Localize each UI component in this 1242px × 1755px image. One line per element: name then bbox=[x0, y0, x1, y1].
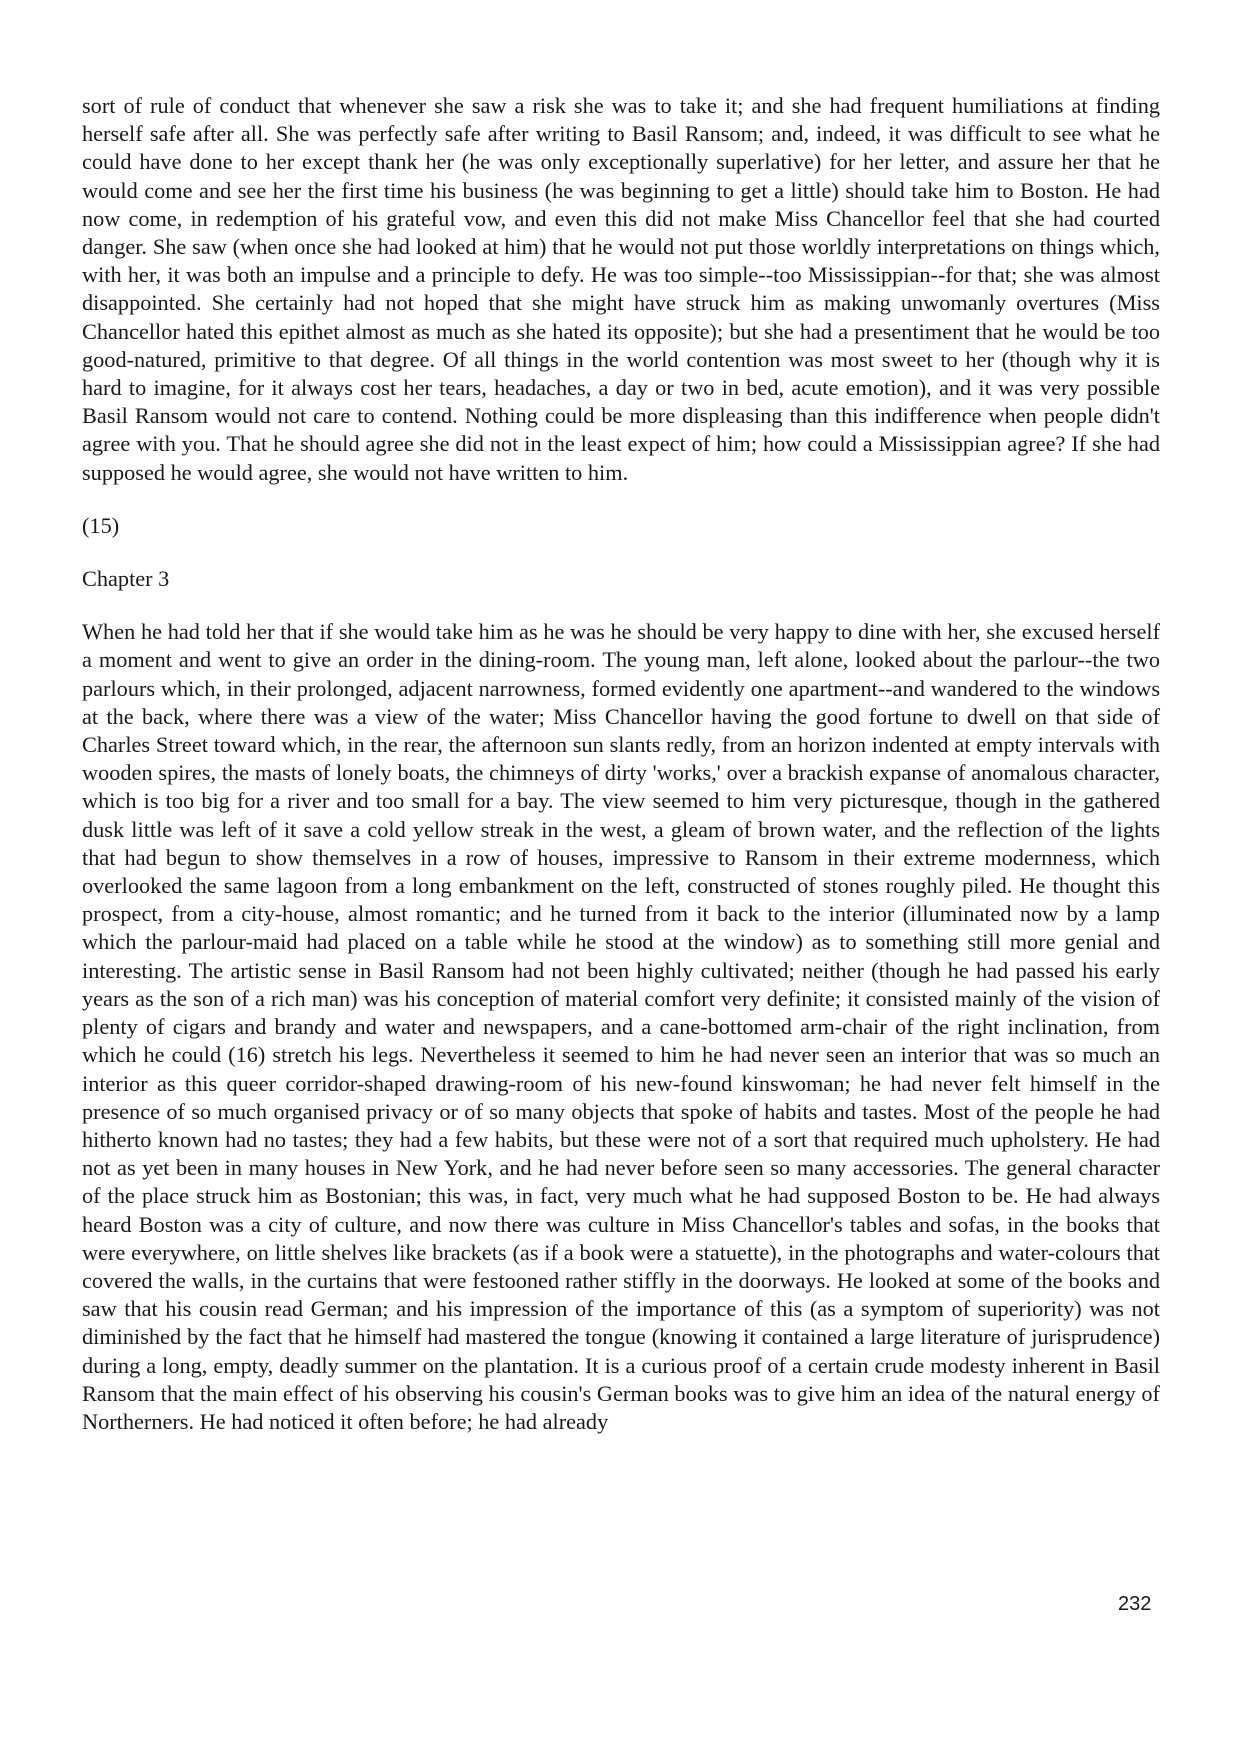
paragraph-continuation: sort of rule of conduct that whenever she saw a risk she was to take it; and she had frequent humiliations at finding herself safe after all. She was perfectly safe after writing to Basil Ransom; and, indeed, it was difficult to see what he could have done to her except thank her (he was only exceptionally superlative) for her letter, and assure her that he would come and see her the first time his business (he was beginning to get a little) should take him to Boston. He had now come, in redemption of his grateful vow, and even this did not make Miss Chancellor feel that she had courted danger. She saw (when once she had looked at him) that he would not put those worldly interpretations on things which, with her, it was both an impulse and a principle to defy. He was too simple--too Mississippian--for that; she was almost disappointed. She certainly had not hoped that she might have struck him as making unwomanly overtures (Miss Chancellor hated this epithet almost as much as she hated its opposite); but she had a presentiment that he would be too good-natured, primitive to that degree. Of all things in the world contention was most sweet to her (though why it is hard to imagine, for it always cost her tears, headaches, a day or two in bed, acute emotion), and it was very possible Basil Ransom would not care to contend. Nothing could be more displeasing than this indifference when people didn't agree with you. That he should agree she did not in the least expect of him; how could a Mississippian agree? If she had supposed he would agree, she would not have written to him. bbox=[82, 93, 1160, 485]
paragraph-chapter-body: When he had told her that if she would take him as he was he should be very happy to dine with her, she excused herself a moment and went to give an order in the dining-room. The young man, left alone, looked about the parlour--the two parlours which, in their prolonged, adjacent narrowness, formed evidently one apartment--and wandered to the windows at the back, where there was a view of the water; Miss Chancellor having the good fortune to dwell on that side of Charles Street toward which, in the rear, the afternoon sun slants redly, from an horizon indented at empty intervals with wooden spires, the masts of lonely boats, the chimneys of dirty 'works,' over a brackish expanse of anomalous character, which is too big for a river and too small for a bay. The view seemed to him very picturesque, though in the gathered dusk little was left of it save a cold yellow streak in the west, a gleam of brown water, and the reflection of the lights that had begun to show themselves in a row of houses, impressive to Ransom in their extreme modernness, which overlooked the same lagoon from a long embankment on the left, constructed of stones roughly piled. He thought this prospect, from a city-house, almost romantic; and he turned from it back to the interior (illuminated now by a lamp which the parlour-maid had placed on a table while he stood at the window) as to something still more genial and interesting. The artistic sense in Basil Ransom had not been highly cultivated; neither (though he had passed his early years as the son of a rich man) was his conception of material comfort very definite; it consisted mainly of the vision of plenty of cigars and brandy and water and newspapers, and a cane-bottomed arm-chair of the right inclination, from which he could (16) stretch his legs. Nevertheless it seemed to him he had never seen an interior that was so much an interior as this queer corridor-shaped drawing-room of his new-found kinswoman; he had never felt himself in the presence of so much organised privacy or of so many objects that spoke of habits and tastes. Most of the people he had hitherto known had no tastes; they had a few habits, but these were not of a sort that required much upholstery. He had not as yet been in many houses in New York, and he had never before seen so many accessories. The general character of the place struck him as Bostonian; this was, in fact, very much what he had supposed Boston to be. He had always heard Boston was a city of culture, and now there was culture in Miss Chancellor's tables and sofas, in the books that were everywhere, on little shelves like brackets (as if a book were a statuette), in the photographs and water-colours that covered the walls, in the curtains that were festooned rather stiffly in the doorways. He looked at some of the books and saw that his cousin read German; and his impression of the importance of this (as a symptom of superiority) was not diminished by the fact that he himself had mastered the tongue (knowing it contained a large literature of jurisprudence) during a long, empty, deadly summer on the plantation. It is a curious proof of a certain crude modesty inherent in Basil Ransom that the main effect of his observing his cousin's German books was to give him an idea of the natural energy of Northerners. He had noticed it often before; he had already bbox=[82, 619, 1160, 1434]
page-marker: (15) bbox=[82, 512, 120, 538]
book-page bbox=[82, 92, 1160, 1436]
chapter-heading: Chapter 3 bbox=[82, 566, 170, 592]
page-number: 232 bbox=[1118, 1593, 1152, 1615]
